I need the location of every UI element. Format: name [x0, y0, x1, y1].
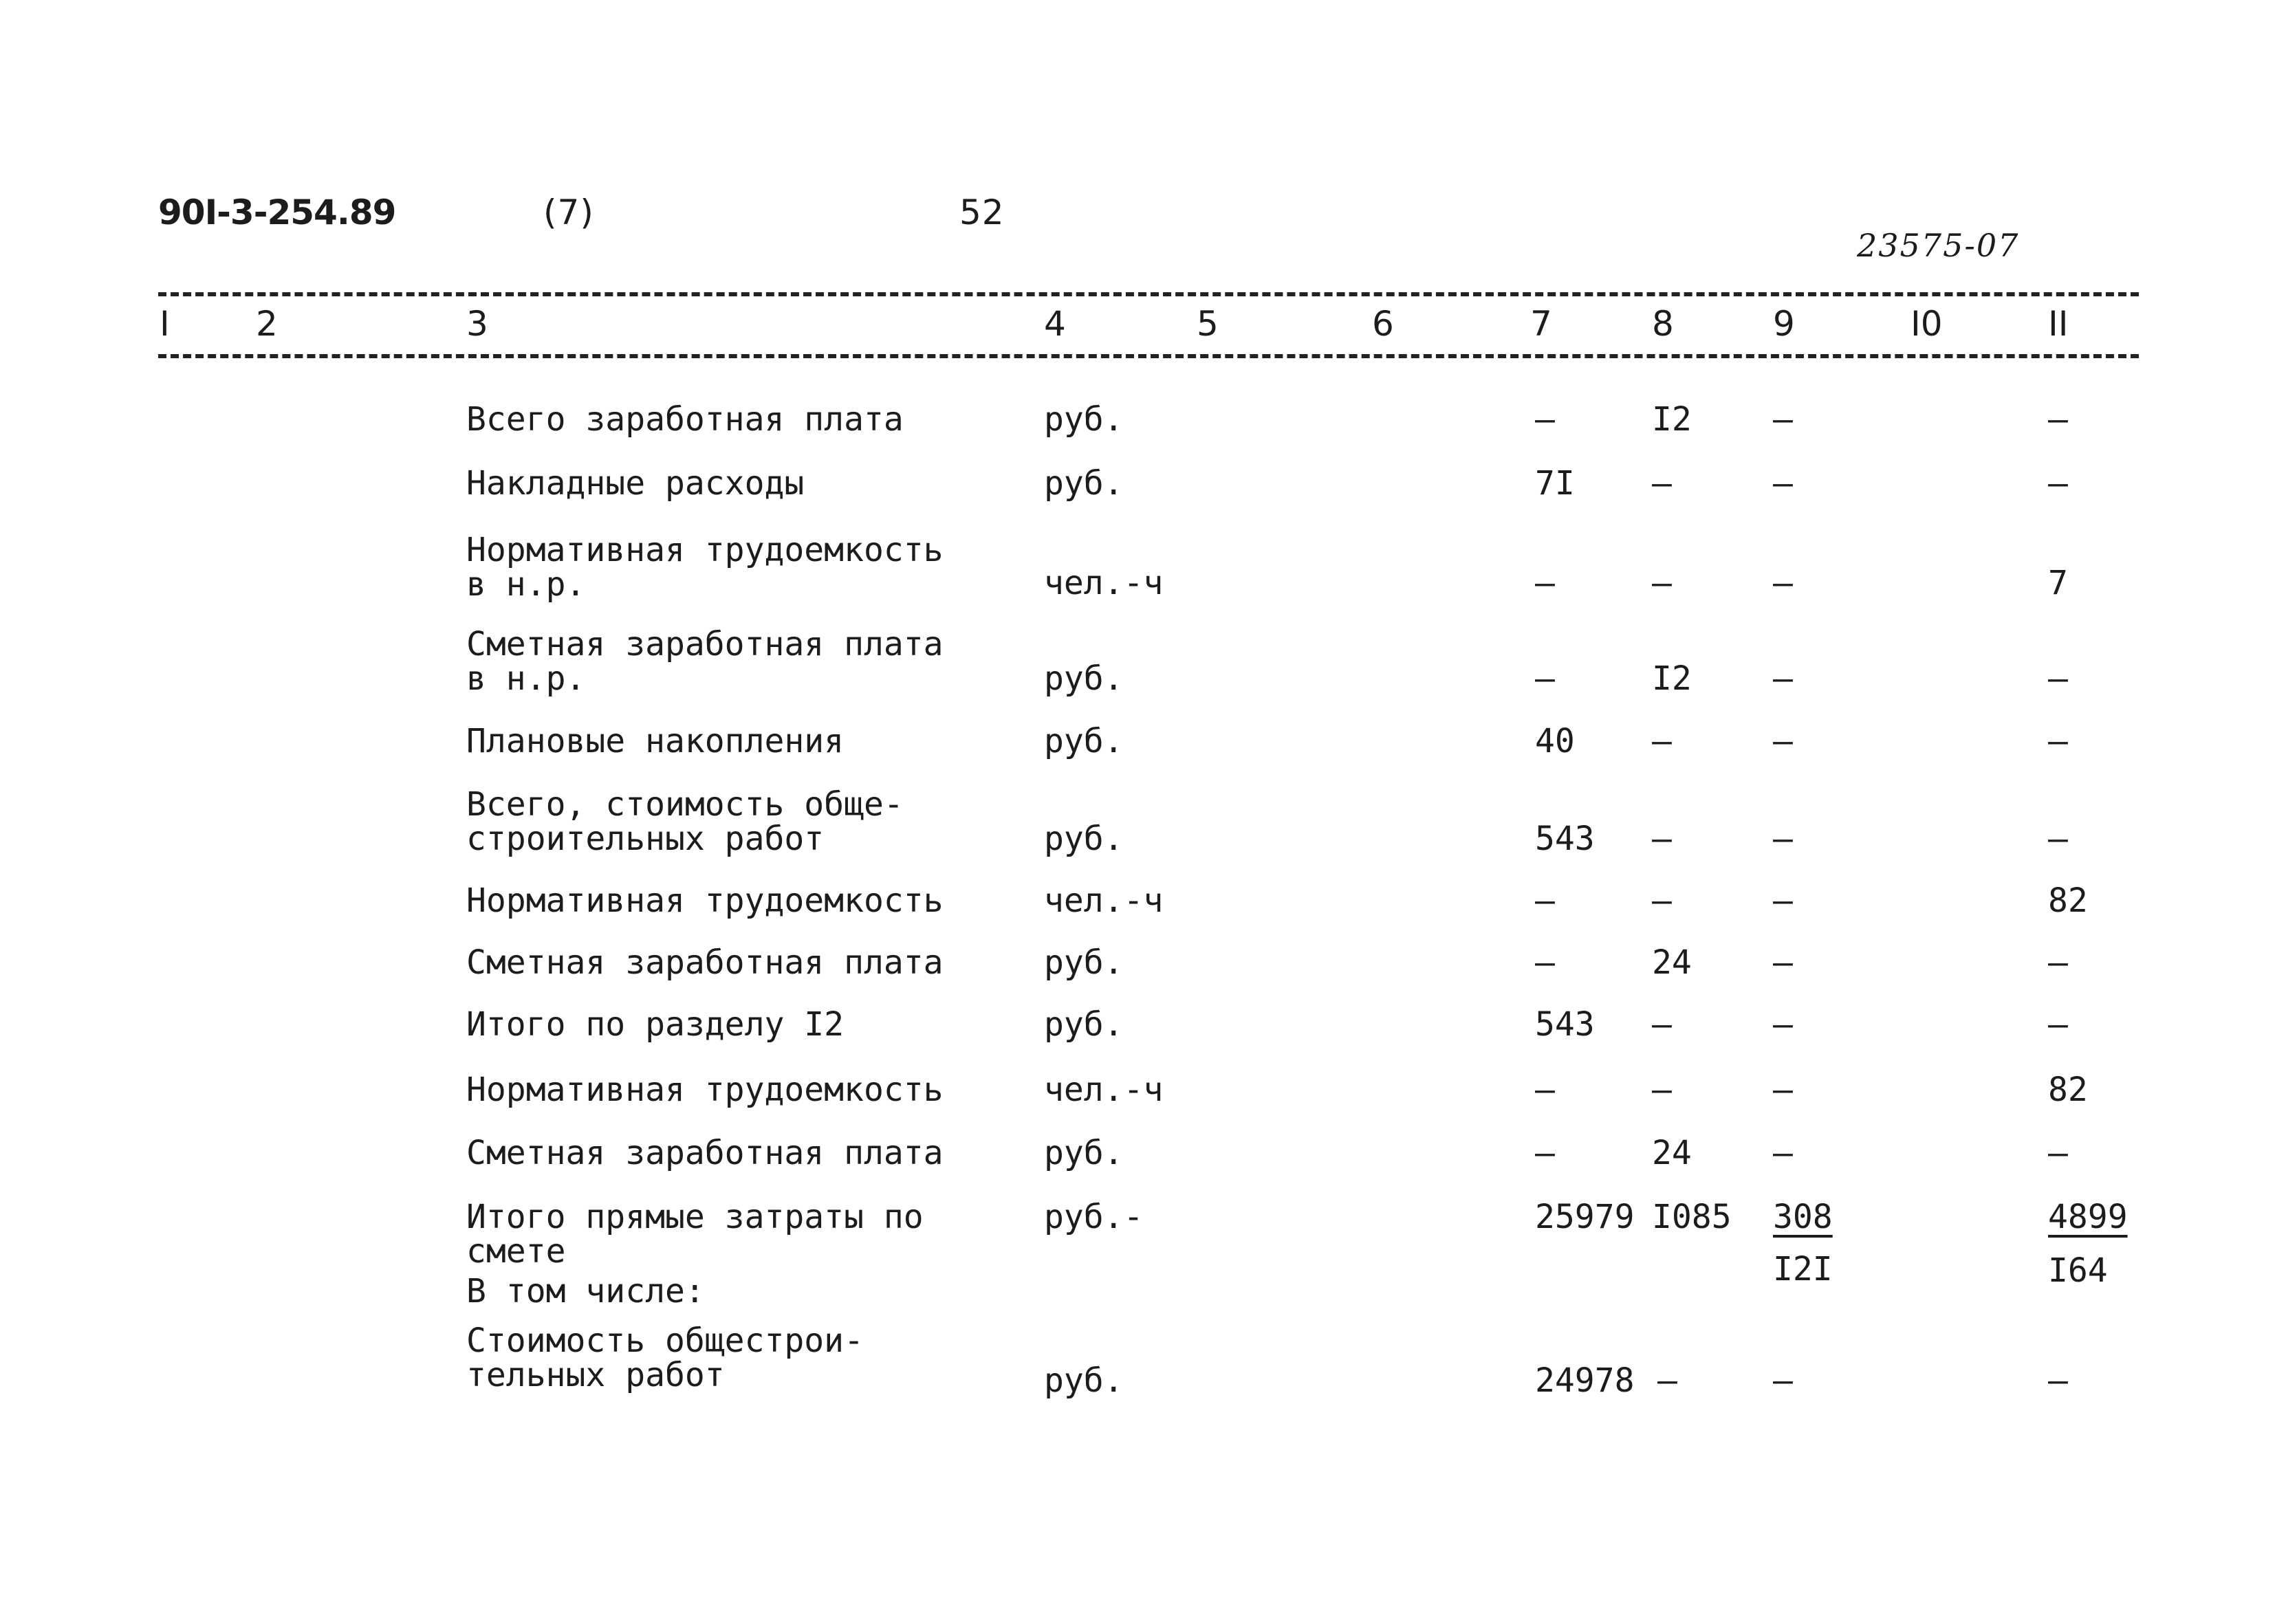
row-col9: –: [1773, 943, 1793, 982]
row-col11: –: [2048, 464, 2068, 503]
row-name: Всего заработная плата: [466, 400, 904, 439]
row-unit: руб.: [1044, 659, 1124, 698]
row-col7: 40: [1535, 722, 1575, 760]
column-number-7: 7: [1530, 304, 1552, 344]
row-col8: 24: [1652, 943, 1692, 982]
row-col8: I085: [1652, 1198, 1732, 1236]
row-col9: –: [1773, 722, 1793, 760]
row-col11: –: [2048, 1361, 2068, 1400]
row-name: Плановые накопления: [466, 722, 845, 760]
column-number-4: 4: [1044, 304, 1066, 344]
handwritten-stamp: 23575-07: [1857, 227, 2020, 264]
row-name: Нормативная трудоемкость: [466, 881, 944, 920]
row-col7: –: [1535, 400, 1555, 439]
row-col11: –: [2048, 943, 2068, 982]
column-number-11: II: [2048, 304, 2069, 344]
column-number-3: 3: [466, 304, 488, 344]
row-col11-denominator: I64: [2048, 1251, 2108, 1290]
row-col11: –: [2048, 400, 2068, 439]
row-col11: –: [2048, 1005, 2068, 1044]
row-col11: –: [2048, 659, 2068, 698]
column-number-9: 9: [1773, 304, 1795, 344]
row-col7: 543: [1535, 820, 1595, 858]
row-col9-denominator: I2I: [1773, 1250, 1833, 1288]
sheet-number: (7): [543, 193, 594, 232]
row-name: Итого прямые затраты по смете: [466, 1198, 924, 1271]
row-col7: 543: [1535, 1005, 1595, 1044]
row-col8: –: [1657, 1361, 1677, 1400]
column-number-2: 2: [256, 304, 278, 344]
row-col8: I2: [1652, 400, 1692, 439]
row-col11: 82: [2048, 881, 2088, 920]
row-col8: –: [1652, 1071, 1672, 1109]
row-col11: 7: [2048, 564, 2068, 602]
row-unit: руб.: [1044, 1005, 1124, 1044]
row-col7: –: [1535, 659, 1555, 698]
row-col7: –: [1535, 1134, 1555, 1172]
row-col11-numerator: 4899: [2048, 1198, 2128, 1236]
row-col11: –: [2048, 1134, 2068, 1172]
row-col7: 25979: [1535, 1198, 1635, 1236]
row-col9: –: [1773, 881, 1793, 920]
row-col9: –: [1773, 464, 1793, 503]
row-col7: –: [1535, 881, 1555, 920]
row-name: Сметная заработная плата в н.р.: [466, 625, 944, 698]
row-unit: руб.: [1044, 464, 1124, 503]
row-name: Нормативная трудоемкость: [466, 1071, 944, 1109]
row-name: Накладные расходы: [466, 464, 805, 503]
row-col11: 82: [2048, 1071, 2088, 1109]
row-col9: –: [1773, 1134, 1793, 1172]
row-col9: –: [1773, 400, 1793, 439]
row-name: Сметная заработная плата: [466, 1134, 944, 1172]
column-number-1: I: [160, 304, 170, 344]
row-unit: руб.: [1044, 820, 1124, 858]
row-col8: –: [1652, 464, 1672, 503]
row-name: Нормативная трудоемкость в н.р.: [466, 531, 944, 604]
row-col8: –: [1652, 564, 1672, 602]
row-col7: 7I: [1535, 464, 1575, 503]
column-number-5: 5: [1197, 304, 1219, 344]
header-rule-top: [158, 292, 2139, 296]
row-unit: чел.-ч: [1044, 881, 1164, 920]
row-col7: –: [1535, 564, 1555, 602]
row-unit: руб.: [1044, 1134, 1124, 1172]
row-col9: –: [1773, 564, 1793, 602]
row-col8: 24: [1652, 1134, 1692, 1172]
row-unit: руб.: [1044, 400, 1124, 439]
row-col8: –: [1652, 1005, 1672, 1044]
row-unit: чел.-ч: [1044, 564, 1164, 602]
row-name: Сметная заработная плата: [466, 943, 944, 982]
row-col9: –: [1773, 1361, 1793, 1400]
header-rule-bottom: [158, 354, 2139, 358]
row-col7: –: [1535, 943, 1555, 982]
row-col9: –: [1773, 1071, 1793, 1109]
row-col9-numerator: 308: [1773, 1198, 1833, 1236]
document-code: 90I-3-254.89: [158, 193, 396, 232]
row-unit: руб.: [1044, 1361, 1124, 1400]
row-col11: –: [2048, 820, 2068, 858]
row-unit: чел.-ч: [1044, 1071, 1164, 1109]
column-number-10: I0: [1911, 304, 1943, 344]
row-name: Всего, стоимость обще- строительных работ: [466, 785, 904, 858]
row-name: Стоимость общестрои- тельных работ: [466, 1321, 864, 1394]
row-name: Итого по разделу I2: [466, 1005, 845, 1044]
row-col11: –: [2048, 722, 2068, 760]
row-name: В том числе:: [466, 1272, 705, 1310]
row-col8: I2: [1652, 659, 1692, 698]
column-number-6: 6: [1372, 304, 1394, 344]
row-col8: –: [1652, 820, 1672, 858]
row-col9: –: [1773, 820, 1793, 858]
row-unit: руб.: [1044, 943, 1124, 982]
row-col8: –: [1652, 881, 1672, 920]
page-number: 52: [959, 193, 1005, 232]
row-col7: –: [1535, 1071, 1555, 1109]
row-col7: 24978: [1535, 1361, 1635, 1400]
column-number-8: 8: [1652, 304, 1674, 344]
row-col9: –: [1773, 659, 1793, 698]
row-col9: –: [1773, 1005, 1793, 1044]
row-unit: руб.: [1044, 722, 1124, 760]
row-col8: –: [1652, 722, 1672, 760]
row-unit: руб.-: [1044, 1198, 1144, 1236]
